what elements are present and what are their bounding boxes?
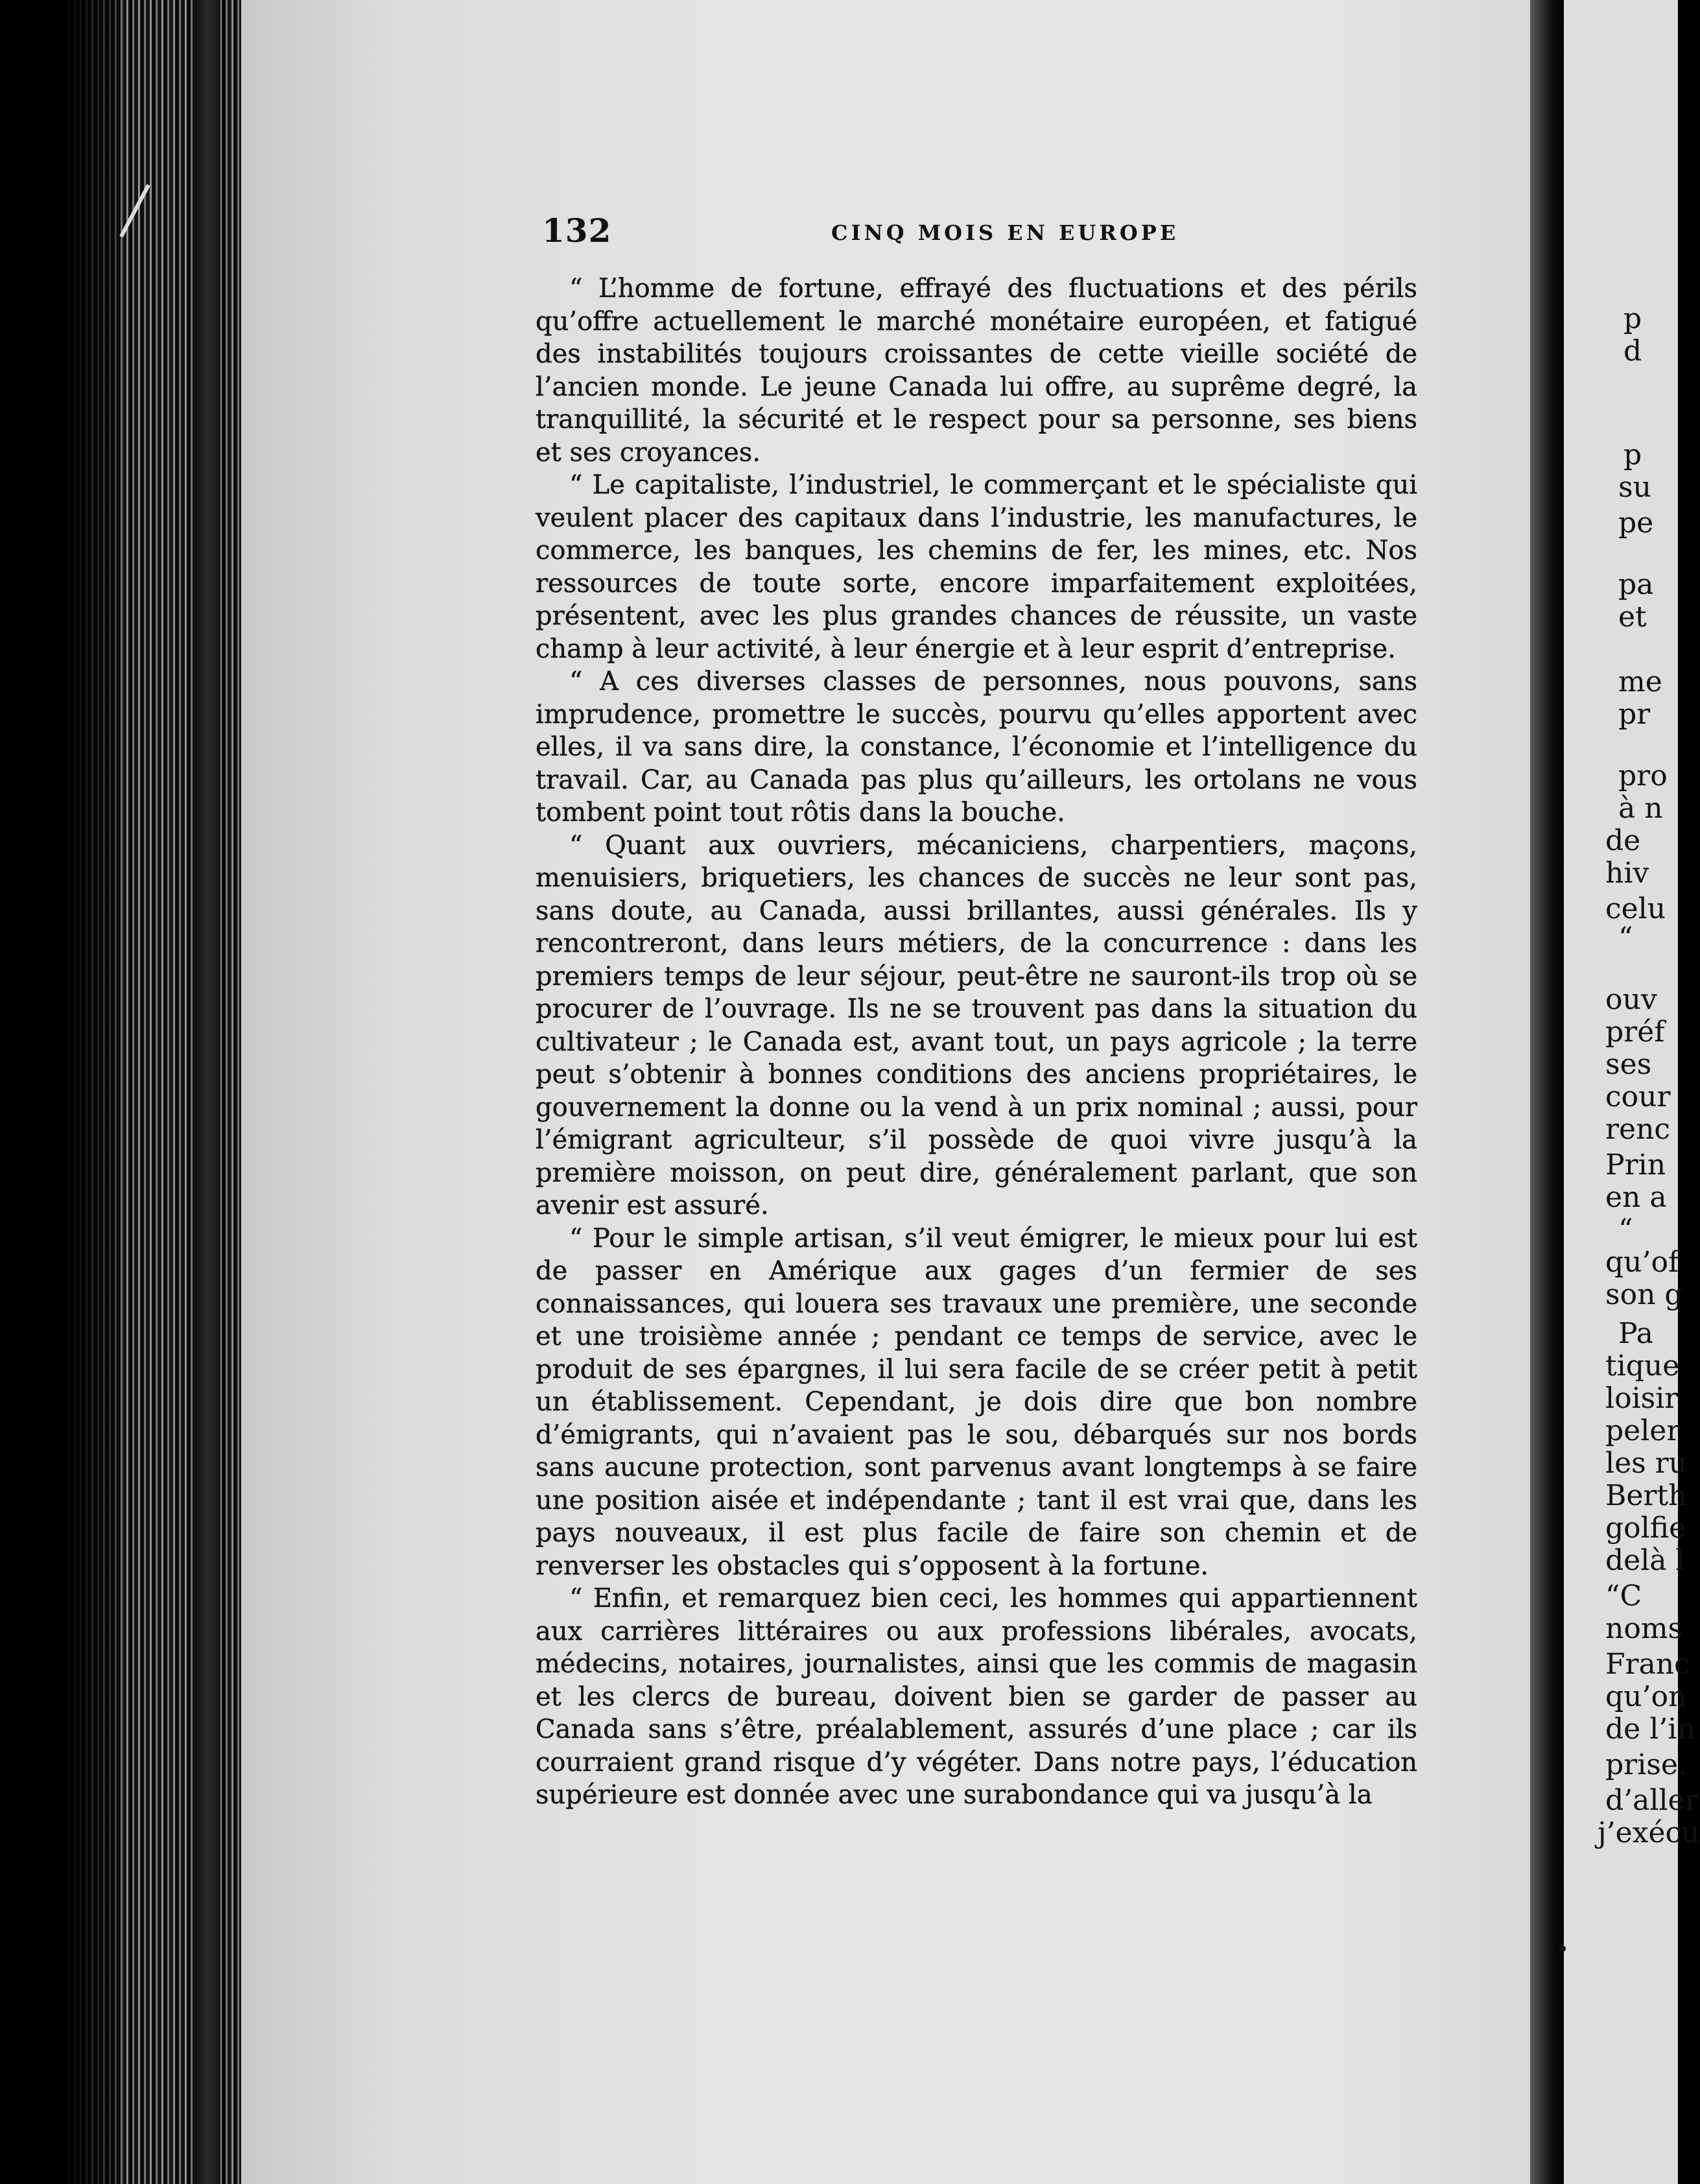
facing-page-fragment: ouv bbox=[1605, 983, 1657, 1016]
facing-page-fragment: celu bbox=[1605, 892, 1666, 925]
facing-page-fragment: ses bbox=[1605, 1048, 1652, 1081]
facing-page bbox=[1564, 0, 1700, 2184]
facing-page-fragment: Prin bbox=[1605, 1148, 1666, 1181]
facing-page-fragment: delà l bbox=[1605, 1544, 1685, 1577]
facing-page-fragment: renc bbox=[1605, 1113, 1671, 1146]
facing-page-fragment: p bbox=[1623, 438, 1642, 471]
facing-page-fragment: en a bbox=[1605, 1181, 1667, 1214]
facing-page-fragment: qu’of bbox=[1605, 1246, 1679, 1279]
facing-page-fragment: son g bbox=[1605, 1278, 1683, 1311]
facing-page-fragment: hiv bbox=[1605, 857, 1649, 890]
facing-page-fragment: qu’on bbox=[1605, 1680, 1687, 1713]
facing-page-fragment: loisir bbox=[1605, 1382, 1679, 1415]
facing-page-fragment: peler bbox=[1605, 1414, 1681, 1447]
facing-page-fragment: Berth bbox=[1605, 1479, 1687, 1512]
facing-page-fragment: “C bbox=[1605, 1580, 1642, 1613]
facing-page-fragment: pe bbox=[1618, 506, 1654, 540]
paragraph: “ A ces diverses classes de personnes, nous pouvons, sans imprudence, promettre le succès, pourvu qu’elles apportent avec elles, il va sans dire, la constance, l’économie et l’intelligence du travail. Car, au Canada pas plus qu’ailleurs, les ortolans ne vous tombent point tout rôtis dans la bouche. bbox=[536, 667, 1417, 827]
facing-page-fragment: golfie bbox=[1605, 1512, 1686, 1545]
facing-page-fragment: Franc bbox=[1605, 1648, 1690, 1681]
facing-page-fragment: prise. bbox=[1605, 1748, 1687, 1781]
facing-page-fragment: les ru bbox=[1605, 1447, 1688, 1480]
spine-edge bbox=[195, 0, 220, 2184]
facing-page-fragment: tique bbox=[1605, 1349, 1680, 1383]
facing-page-fragment: j’exécu bbox=[1598, 1816, 1700, 1849]
facing-page-fragment: d bbox=[1623, 335, 1642, 368]
page-gutter bbox=[1530, 0, 1569, 2184]
facing-page-fragment: d’aller bbox=[1605, 1784, 1699, 1817]
facing-page-fragment: pr bbox=[1618, 698, 1651, 731]
facing-page-fragment: pro bbox=[1618, 759, 1668, 792]
book-title: CINQ MOIS EN EUROPE bbox=[831, 220, 1179, 245]
spine-shadow bbox=[0, 0, 117, 2184]
facing-page-fragment: préf bbox=[1605, 1015, 1665, 1049]
facing-page-fragment: me bbox=[1618, 665, 1662, 698]
facing-page-fragment: à n bbox=[1618, 792, 1663, 825]
facing-page-fragment: Pa bbox=[1618, 1317, 1653, 1350]
facing-page-fragment: p bbox=[1623, 302, 1642, 335]
paragraph: “ L’homme de fortune, effrayé des fluctuations et des périls qu’offre actuellement le marché monétaire européen, et fatigué des instabilités toujours croissantes de cette vieille société de l’ancien monde. Le jeune Canada lui offre, au suprême degré, la tranquillité, la sécurité et le respect pour sa personne, ses biens et ses croyances. bbox=[536, 274, 1417, 468]
facing-page-fragment: cour bbox=[1605, 1080, 1671, 1113]
body-text bbox=[536, 272, 1417, 1812]
scan-speck bbox=[1559, 1945, 1566, 1952]
facing-page-fragment: noms bbox=[1605, 1612, 1683, 1645]
facing-page-fragment: de bbox=[1605, 824, 1641, 857]
facing-page-fragment: “ bbox=[1618, 1213, 1633, 1246]
facing-page-fragment: pa bbox=[1618, 568, 1654, 601]
facing-page-fragment: de l’in bbox=[1605, 1713, 1695, 1746]
page-number: 132 bbox=[542, 211, 612, 250]
facing-page-fragment: su bbox=[1618, 471, 1651, 504]
facing-page-fragment: “ bbox=[1618, 921, 1633, 955]
paragraph: “ Le capitaliste, l’industriel, le commerçant et le spécialiste qui veulent placer des capitaux dans l’industrie, les manufactures, le commerce, les banques, les chemins de fer, les mines, etc. Nos ressources de toute sorte, encore imparfaitement exploitées, présentent, avec les plus grandes chances de réussite, un vaste champ à leur activité, à leur énergie et à leur esprit d’entreprise. bbox=[536, 470, 1417, 664]
running-head bbox=[542, 211, 1434, 257]
paragraph: “ Quant aux ouvriers, mécaniciens, charpentiers, maçons, menuisiers, briquetiers, les chances de succès ne leur sont pas, sans doute, au Canada, aussi brillantes, aussi générales. Ils y rencontreront, dans leurs métiers, de la concurrence : dans les premiers temps de leur séjour, peut-être ne sauront-ils trop où se procurer de l’ouvrage. Ils ne se trouvent pas dans la situation du cultivateur ; le Canada est, avant tout, un pays agricole ; la terre peut s’obtenir à bonnes conditions des anciens propriétaires, le gouvernement la donne ou la vend à un prix nominal ; aussi, pour l’émigrant agriculteur, s’il possède de quoi vivre jusqu’à la première moisson, on peut dire, généralement parlant, que son avenir est assuré. bbox=[536, 830, 1417, 1220]
paragraph: “ Enfin, et remarquez bien ceci, les hommes qui appartiennent aux carrières littéraires ou aux professions libérales, avocats, médecins, notaires, journalistes, ainsi que les commis de magasin et les clercs de bureau, doivent bien se garder de passer au Canada sans s’être, préalablement, assurés d’une place ; car ils courraient grand risque d’y végéter. Dans notre pays, l’éducation supérieure est donnée avec une surabondance qui va jusqu’à la bbox=[536, 1584, 1417, 1810]
facing-page-fragment: et bbox=[1618, 600, 1647, 634]
paragraph: “ Pour le simple artisan, s’il veut émigrer, le mieux pour lui est de passer en Amérique aux gages d’un fermier de ses connaissances, qui louera ses travaux une première, une seconde et une troisième année ; pendant ce temps de service, avec le produit de ses épargnes, il lui sera facile de se créer petit à petit un établissement. Cependant, je dois dire que bon nombre d’émigrants, qui n’avaient pas le sou, débarqués sur nos bords sans aucune protection, sont parvenus avant longtemps à se faire une position aisée et indépendante ; tant il est vrai que, dans les pays nouveaux, il est plus facile de faire son chemin et de renverser les obstacles qui s’opposent à la fortune. bbox=[536, 1223, 1417, 1581]
